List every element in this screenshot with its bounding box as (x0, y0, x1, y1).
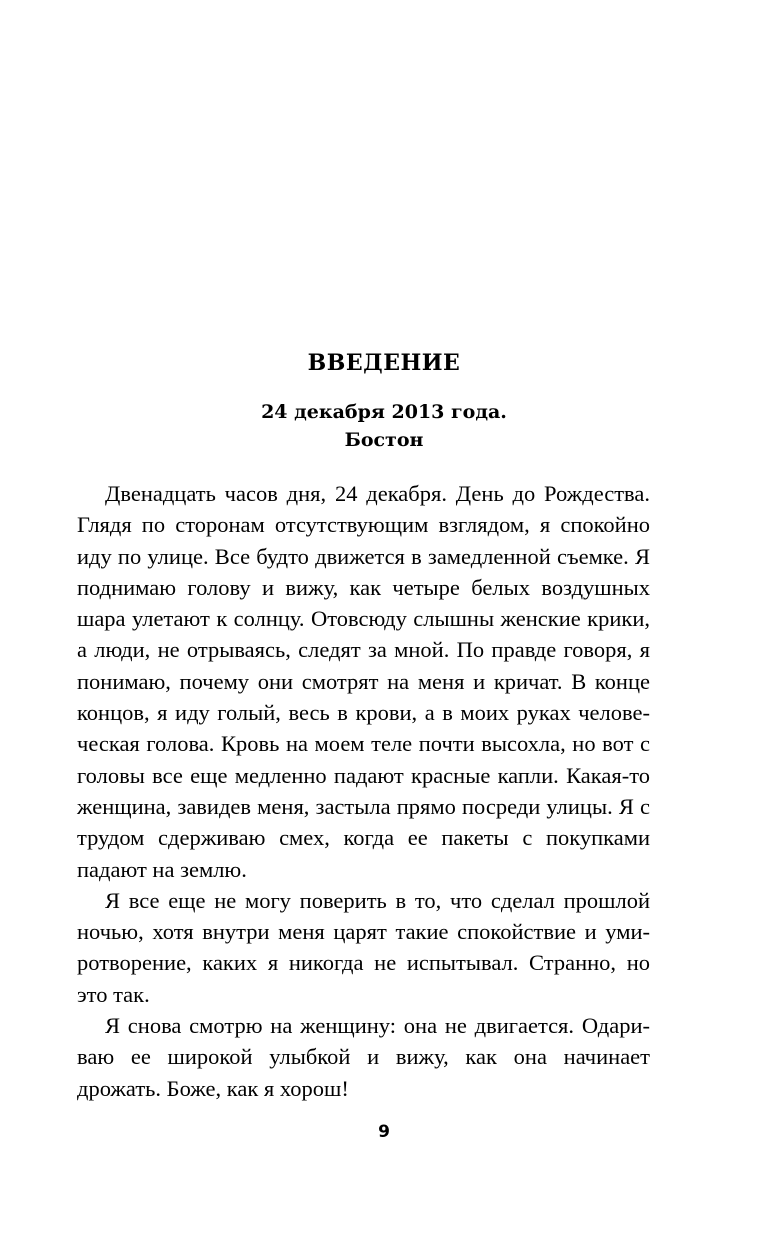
paragraph: Я снова смотрю на женщину: она не двигается. Одариваю ее широкой улыбкой и вижу, как она начинает дрожать. Боже, как я хорош! (77, 1013, 650, 1101)
date-line: 24 декабря 2013 года. (261, 401, 507, 423)
chapter-title: ВВЕДЕНИЕ (307, 350, 461, 376)
body-text (77, 478, 650, 1104)
paragraph: Я все еще не могу поверить в то, что сделал прошлой ночью, хотя внутри меня царят такие спокойствие и умиротворение, каких я никогда не испытывал. Странно, но это так. (77, 887, 650, 1007)
chapter-subtitle (0, 398, 768, 454)
place-line: Бостон (344, 429, 424, 451)
paragraph: Двенадцать часов дня, 24 декабря. День до Рождества. Глядя по сторонам отсутствующим взглядом, я спокойно иду по улице. Все будто движется в замедленной съемке. Я поднимаю голову и вижу, как четыре белых воздушных шара улетают к солнцу. Отовсюду слышны женские крики, а люди, не отрываясь, следят за мной. По правде говоря, я понимаю, почему они смотрят на меня и кричат. В конце концов, я иду голый, весь в крови, а в моих руках человеческая голова. Кровь на моем теле почти высохла, но вот с головы все еще медленно падают красные капли. Какая-то женщина, завидев меня, застыла прямо посреди улицы. Я с трудом сдерживаю смех, когда ее пакеты с покупками падают на землю. (77, 481, 650, 882)
page-number: 9 (378, 1122, 390, 1142)
